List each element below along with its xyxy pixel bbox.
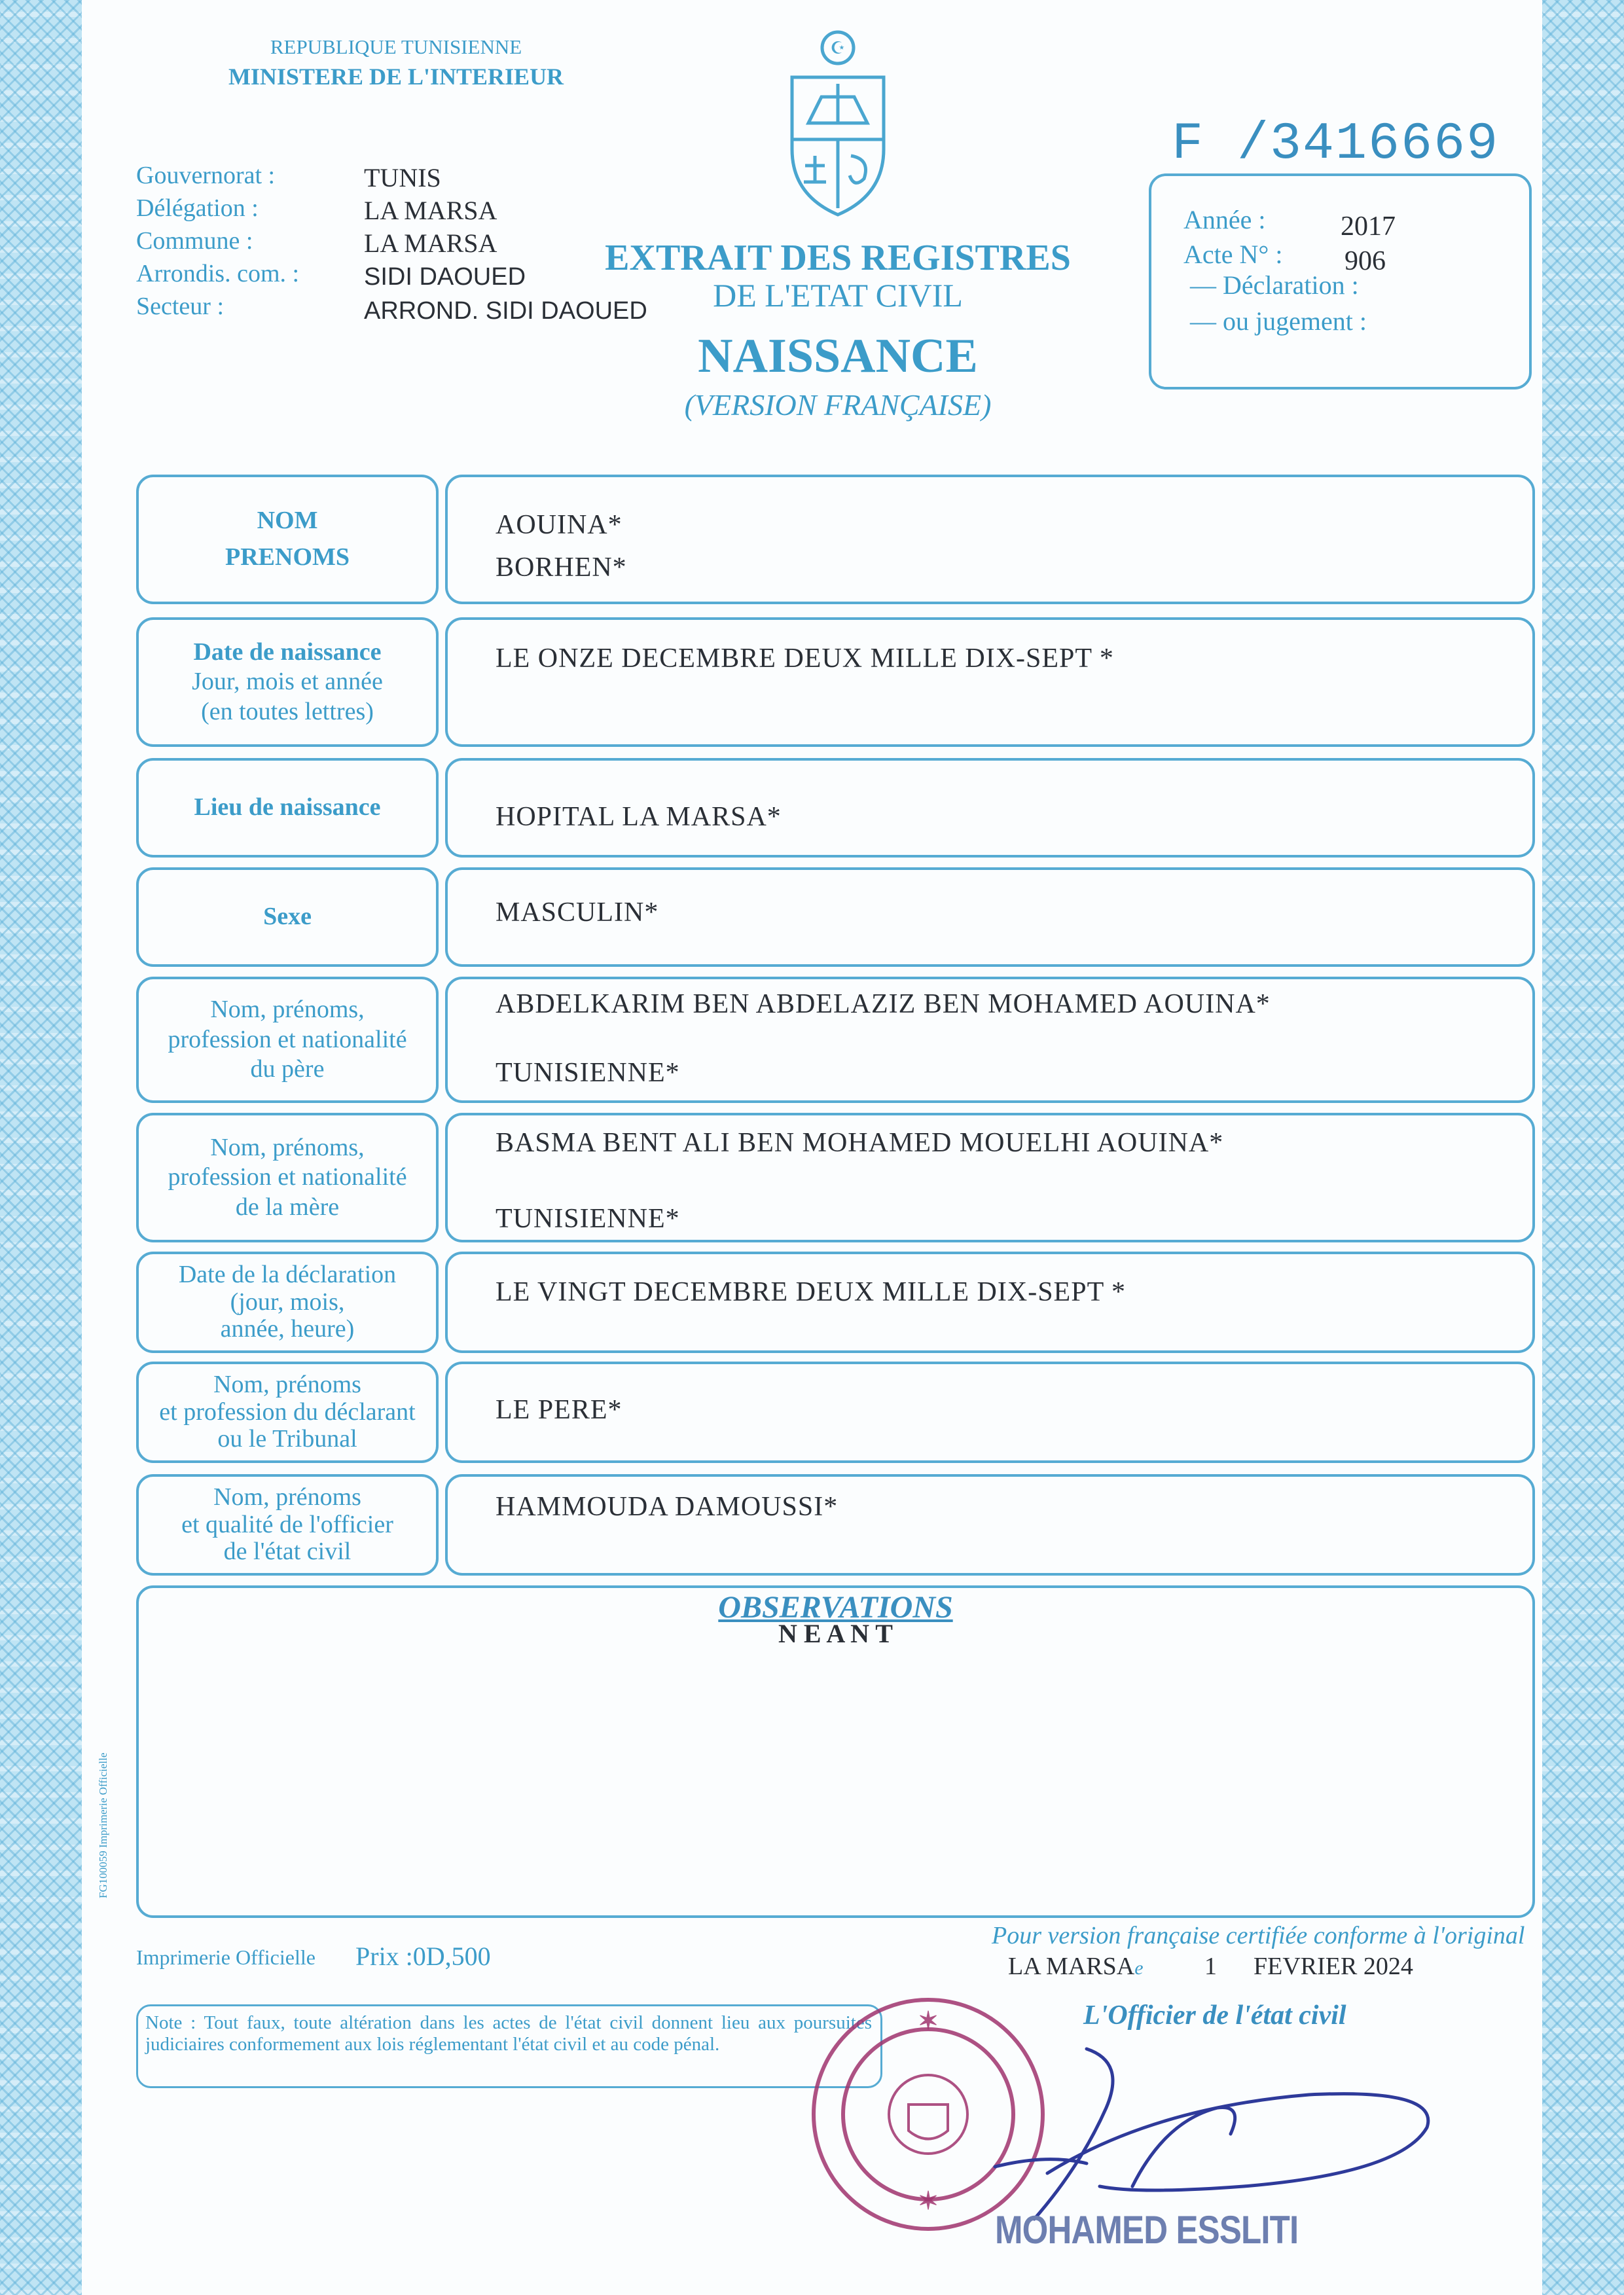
gouvernorat-value: TUNIS <box>364 163 441 192</box>
date-month-year: FEVRIER 2024 <box>1254 1953 1413 1980</box>
signature-icon <box>969 2023 1440 2232</box>
pere-name-value: ABDELKARIM BEN ABDELAZIZ BEN MOHAMED AOUINA* <box>496 989 1271 1019</box>
side-print-text: FG100059 Imprimerie Officielle <box>97 1752 109 1898</box>
prenoms-value: BORHEN* <box>496 552 627 583</box>
delegation-label: Délégation : <box>136 194 259 222</box>
left-guilloche-border <box>0 0 82 2295</box>
nom-value: AOUINA* <box>496 510 623 540</box>
secteur-label: Secteur : <box>136 293 225 320</box>
sexe-label <box>136 867 439 967</box>
place-name: LA MARSA <box>1008 1953 1135 1980</box>
svg-text:☪: ☪ <box>830 39 846 58</box>
note-text: Note : Tout faux, toute altération dans les actes de l'état civil donnent lieu aux poursuites judiciaires conformement aux lois réglementant l'état civil et au code pénal. <box>145 2012 872 2055</box>
declarant-label-l1: Nom, prénoms <box>213 1370 361 1398</box>
value-box-officier <box>445 1474 1535 1576</box>
mere-name-value: BASMA BENT ALI BEN MOHAMED MOUELHI AOUINA* <box>496 1128 1224 1158</box>
ministry-heading: MINISTERE DE L'INTERIEUR <box>228 63 564 90</box>
place-value <box>1008 1952 1144 1981</box>
decl-label-l3: année, heure) <box>220 1315 355 1343</box>
right-guilloche-border <box>1542 0 1624 2295</box>
delegation-value: LA MARSA <box>364 196 497 225</box>
declaration-date-label <box>136 1252 439 1353</box>
pere-label-l3: du père <box>250 1055 325 1083</box>
commune-value: LA MARSA <box>364 228 497 258</box>
declarant-label-l3: ou le Tribunal <box>217 1425 357 1453</box>
lieu-value: HOPITAL LA MARSA* <box>496 802 782 832</box>
officier-label-l3: de l'état civil <box>223 1538 352 1566</box>
dob-label <box>136 617 439 747</box>
date-day: 1 <box>1204 1953 1217 1980</box>
pere-label-l1: Nom, prénoms, <box>210 996 365 1024</box>
secteur-value: ARROND. SIDI DAOUED <box>364 297 647 325</box>
place-suffix: e <box>1134 1957 1144 1979</box>
mere-label-l3: de la mère <box>235 1193 340 1221</box>
pere-nationality-value: TUNISIENNE* <box>496 1058 680 1088</box>
gouvernorat-label: Gouvernorat : <box>136 162 276 189</box>
svg-text:✶: ✶ <box>918 2188 939 2215</box>
officier-label <box>136 1474 439 1576</box>
value-box-dob <box>445 617 1535 747</box>
declarant-value: LE PERE* <box>496 1395 623 1425</box>
dob-label-sub2: (en toutes lettres) <box>201 697 374 725</box>
observations-value: N E A N T <box>778 1619 893 1648</box>
arrondissement-value: SIDI DAOUED <box>364 263 526 291</box>
annee-value: 2017 <box>1341 211 1396 242</box>
jugement-label: — ou jugement : <box>1190 306 1367 336</box>
commune-label: Commune : <box>136 227 253 255</box>
pere-label-l2: profession et nationalité <box>168 1025 407 1053</box>
observations-label: OBSERVATIONS <box>718 1590 953 1625</box>
annee-label: Année : <box>1183 205 1266 234</box>
mere-nationality-value: TUNISIENNE* <box>496 1204 680 1234</box>
republic-heading: REPUBLIQUE TUNISIENNE <box>270 35 522 58</box>
officier-label-l2: et qualité de l'officier <box>181 1510 393 1538</box>
decl-label-l2: (jour, mois, <box>230 1288 345 1316</box>
prenoms-label: PRENOMS <box>225 543 350 571</box>
officier-value: HAMMOUDA DAMOUSSI* <box>496 1492 839 1522</box>
officer-name-stamp: MOHAMED ESSLITI <box>995 2208 1299 2252</box>
title-etat-civil: DE L'ETAT CIVIL <box>713 277 963 314</box>
decl-label-l1: Date de la déclaration <box>178 1260 397 1288</box>
declarant-label <box>136 1362 439 1463</box>
officier-label-l1: Nom, prénoms <box>213 1483 361 1511</box>
dob-value: LE ONZE DECEMBRE DEUX MILLE DIX-SEPT * <box>496 643 1114 674</box>
title-naissance: NAISSANCE <box>698 329 978 383</box>
title-version: (VERSION FRANÇAISE) <box>684 388 992 422</box>
nom-prenoms-label <box>136 475 439 604</box>
sexe-label-text: Sexe <box>263 903 312 931</box>
lieu-label <box>136 758 439 858</box>
serial-number: F /3416669 <box>1172 115 1500 174</box>
printer-label: Imprimerie Officielle <box>136 1945 316 1969</box>
officer-title: L'Officier de l'état civil <box>1083 2000 1346 2031</box>
acte-label: Acte N° : <box>1183 240 1283 269</box>
declarant-label-l2: et profession du déclarant <box>159 1398 416 1426</box>
certified-text: Pour version française certifiée conforme à l'original <box>992 1922 1525 1949</box>
coat-of-arms-icon <box>772 25 903 221</box>
mere-label-l1: Nom, prénoms, <box>210 1133 365 1161</box>
title-extrait: EXTRAIT DES REGISTRES <box>605 238 1071 278</box>
mere-label <box>136 1113 439 1242</box>
acte-value: 906 <box>1344 246 1386 276</box>
mere-label-l2: profession et nationalité <box>168 1163 407 1191</box>
price-label: Prix :0D,500 <box>355 1942 491 1971</box>
nom-label: NOM <box>257 507 318 535</box>
arrondissement-label: Arrondis. com. : <box>136 260 300 287</box>
pere-label <box>136 977 439 1103</box>
declaration-date-value: LE VINGT DECEMBRE DEUX MILLE DIX-SEPT * <box>496 1277 1126 1307</box>
svg-text:✶: ✶ <box>918 2008 939 2035</box>
dob-label-title: Date de naissance <box>193 638 382 666</box>
lieu-label-text: Lieu de naissance <box>194 793 381 822</box>
declaration-label: — Déclaration : <box>1190 270 1359 300</box>
sexe-value: MASCULIN* <box>496 897 659 928</box>
dob-label-sub: Jour, mois et année <box>192 668 383 696</box>
